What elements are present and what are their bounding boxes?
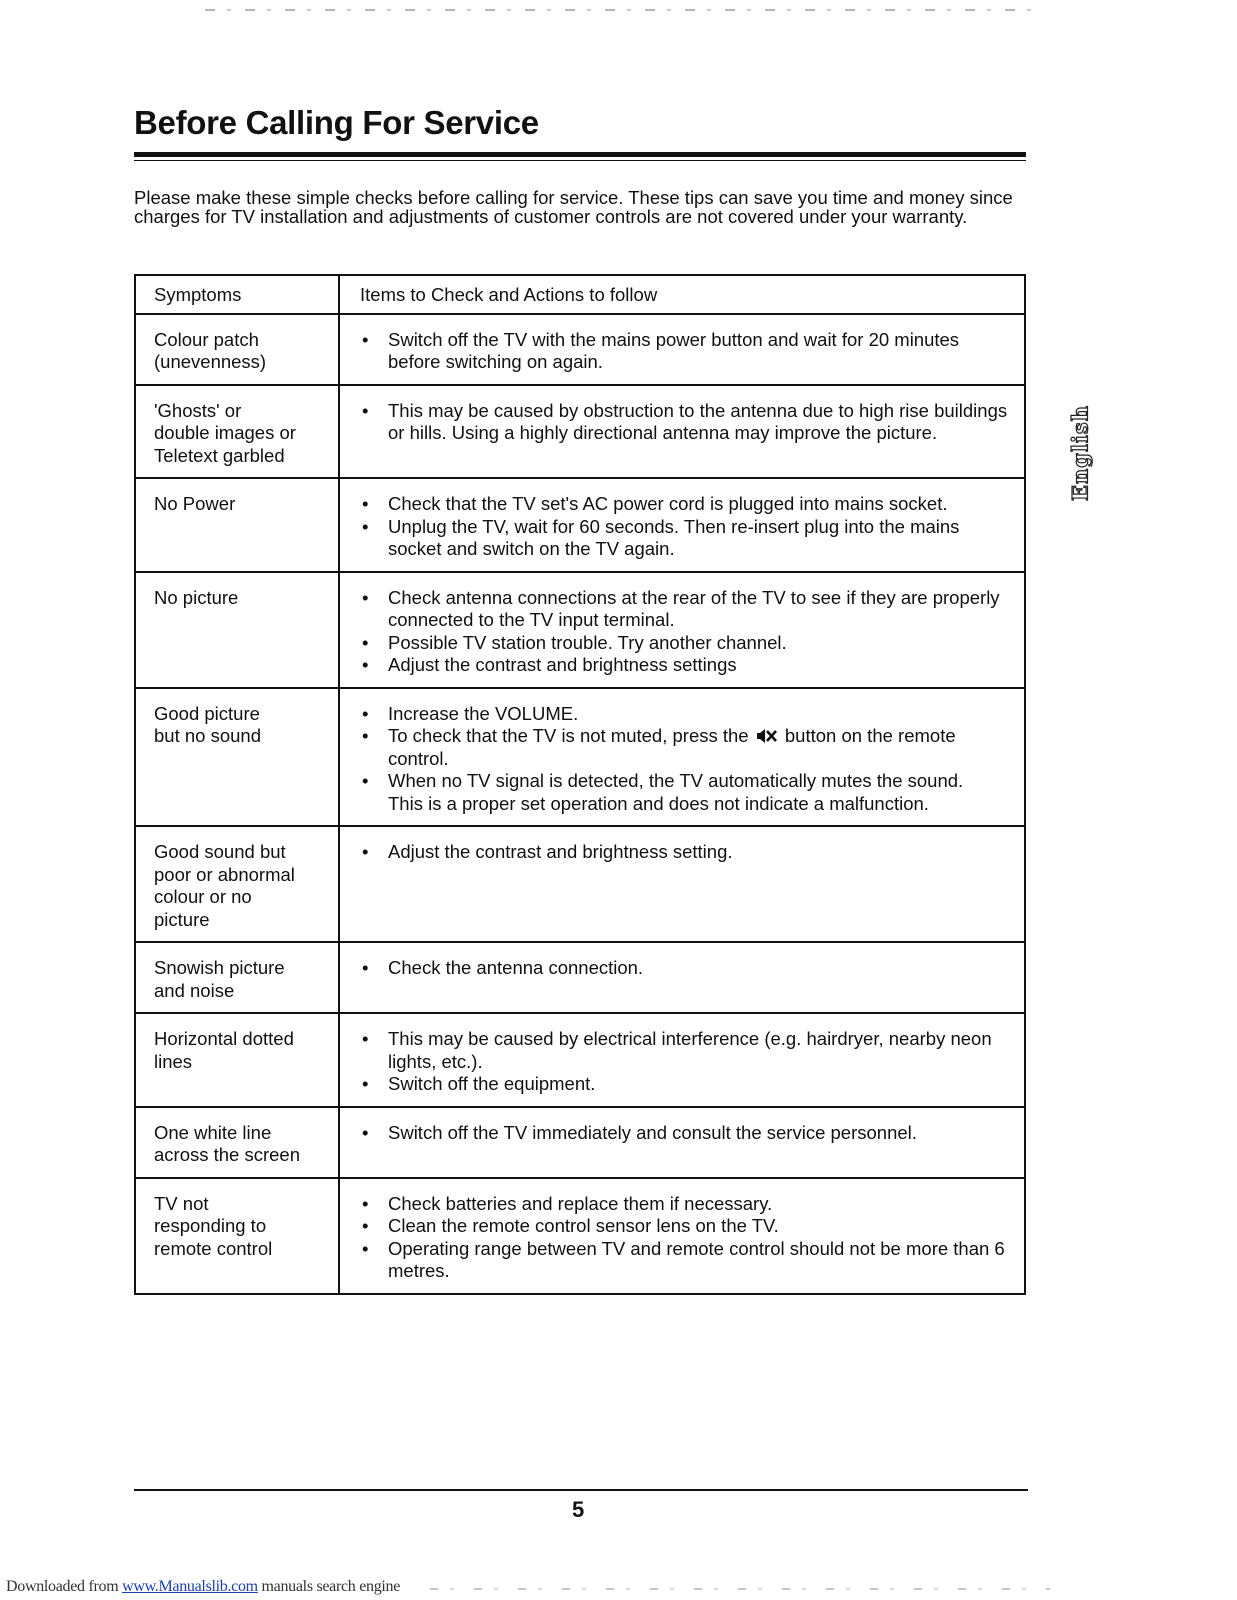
action-item [360,1028,1016,1073]
language-tab [1066,398,1094,508]
bullet-icon: • [362,1121,369,1143]
bullet-icon: • [362,1215,369,1236]
troubleshooting-table-container [134,274,1026,1295]
symptom-cell [135,572,339,688]
bullet-icon: • [362,702,369,724]
action-cell [339,1013,1025,1107]
action-item [360,1122,1016,1145]
symptom-text: No picture [154,586,239,608]
action-text-suffix: button on the remote control. [388,725,956,769]
symptom-text: Horizontal dotted lines [154,1028,294,1072]
footer-rule [134,1489,1028,1491]
action-text: Clean the remote control sensor lens on the TV. [388,1215,779,1236]
scan-artifact-top [205,9,1035,11]
action-text: Check that the TV set's AC power cord is plugged into mains socket. [388,493,948,514]
download-footer [6,1578,400,1596]
action-item [360,587,1016,632]
page-number: 5 [572,1497,585,1522]
action-cell [339,1107,1025,1178]
page-title: Before Calling For Service [134,104,539,141]
action-item [360,770,1016,793]
symptom-cell [135,1013,339,1107]
bullet-icon: • [362,1237,369,1259]
bullet-icon: • [362,631,369,653]
symptom-cell [135,826,339,942]
bullet-icon: • [362,399,369,421]
download-footer-suffix: manuals search engine [257,1578,401,1595]
table-row [135,1107,1025,1178]
action-list [360,587,1016,677]
symptom-cell [135,1178,339,1294]
action-item [360,400,1016,445]
action-item [360,841,1016,864]
bullet-icon: • [362,1073,369,1094]
action-text: Check the antenna connection. [388,957,644,978]
action-cell [339,385,1025,479]
bullet-icon: • [362,328,369,350]
action-text: Adjust the contrast and brightness settings [388,654,737,675]
action-note: This is a proper set operation and does not indicate a malfunction. [388,792,929,814]
header-actions: Items to Check and Actions to follow [339,275,1025,314]
action-text: Possible TV station trouble. Try another channel. [388,631,787,653]
action-cell [339,572,1025,688]
action-cell [339,942,1025,1013]
action-text: Unplug the TV, wait for 60 seconds. Then re-insert plug into the mains socket and switch on the TV again. [388,515,960,559]
scan-artifact-bottom [430,1588,1050,1590]
language-tab-label: English [1067,404,1093,502]
symptom-cell [135,478,339,572]
table-row [135,572,1025,688]
bullet-icon: • [362,586,369,608]
bullet-icon: • [362,957,369,978]
action-text: Adjust the contrast and brightness setting. [388,841,733,862]
symptom-text: 'Ghosts' or double images or Teletext garbled [154,399,296,466]
table-row [135,478,1025,572]
troubleshooting-table [134,274,1026,1295]
action-list [360,703,1016,816]
action-text: Switch off the TV with the mains power button and wait for 20 minutes before switching on again. [388,328,960,372]
action-item [360,1073,1016,1096]
action-list [360,400,1016,445]
table-row [135,688,1025,827]
bullet-icon: • [362,770,369,791]
action-cell [339,826,1025,942]
action-list [360,1122,1016,1145]
symptom-text: Colour patch (unevenness) [154,328,267,372]
bullet-icon: • [362,493,369,514]
action-list [360,493,1016,561]
bullet-icon: • [362,1192,369,1214]
symptom-text: One white line across the screen [154,1121,301,1165]
symptom-cell [135,314,339,385]
header-symptoms: Symptoms [135,275,339,314]
action-item [360,329,1016,374]
manualslib-link[interactable]: www.Manualslib.com [122,1578,258,1595]
action-list [360,957,1016,980]
table-header-row [135,275,1025,314]
mute-icon [756,728,778,744]
action-text: Check batteries and replace them if necessary. [388,1192,773,1214]
action-text: Switch off the TV immediately and consult the service personnel. [388,1121,917,1143]
action-list [360,329,1016,374]
symptom-text: Good sound but poor or abnormal colour or no picture [154,841,295,930]
symptom-text: No Power [154,493,236,514]
action-list [360,1193,1016,1283]
action-item [360,516,1016,561]
action-item [360,703,1016,726]
action-cell [339,1178,1025,1294]
table-row [135,942,1025,1013]
table-row [135,1013,1025,1107]
action-item [360,957,1016,980]
action-text: Check antenna connections at the rear of the TV to see if they are properly connected to the TV input terminal. [388,586,1000,630]
action-item [360,1238,1016,1283]
symptom-cell [135,688,339,827]
bullet-icon: • [362,654,369,675]
action-cell [339,688,1025,827]
action-item [360,493,1016,516]
action-text: When no TV signal is detected, the TV automatically mutes the sound. [388,770,964,791]
table-row [135,826,1025,942]
action-item [360,725,1016,770]
action-text: Switch off the equipment. [388,1073,596,1094]
table-row [135,314,1025,385]
bullet-icon: • [362,515,369,537]
action-item [360,654,1016,677]
bullet-icon: • [362,1028,369,1049]
action-item [360,1193,1016,1216]
bullet-icon: • [362,841,369,862]
symptom-text: Snowish picture and noise [154,957,285,1001]
symptom-cell [135,385,339,479]
action-list [360,841,1016,864]
action-item [360,1215,1016,1238]
table-row [135,1178,1025,1294]
symptom-text: Good picture but no sound [154,702,261,746]
action-list [360,1028,1016,1096]
action-cell [339,314,1025,385]
action-text: Increase the VOLUME. [388,702,579,724]
action-item [360,632,1016,655]
action-text: This may be caused by electrical interference (e.g. hairdryer, nearby neon lights, etc.). [388,1028,992,1072]
symptom-cell [135,942,339,1013]
intro-paragraph: Please make these simple checks before calling for service. These tips can save you time and money since charges for TV installation and adjustments of customer controls are not covered under your warranty. [134,187,1013,227]
table-row [135,385,1025,479]
download-footer-prefix: Downloaded from [6,1578,123,1595]
title-rule [134,152,1026,161]
bullet-icon: • [362,725,369,746]
symptom-text: TV not responding to remote control [154,1192,273,1259]
symptom-cell [135,1107,339,1178]
action-text: Operating range between TV and remote control should not be more than 6 metres. [388,1237,1005,1281]
action-cell [339,478,1025,572]
action-text: This may be caused by obstruction to the antenna due to high rise buildings or hills. Using a highly directional antenna may improve the picture. [388,399,1008,443]
action-text: To check that the TV is not muted, press the [388,725,749,746]
